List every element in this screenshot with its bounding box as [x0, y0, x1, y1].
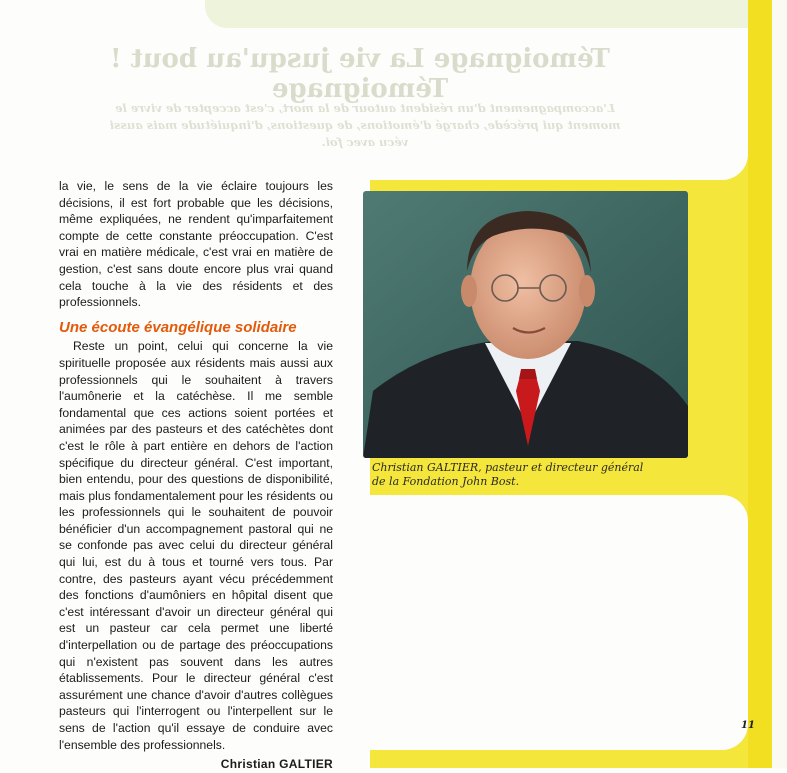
show-through-intro: L'accompagnement d'un résident autour de la mort, c'est accepter de vivre le moment qui précède, chargé d'émotions, de questions, d'inquiétude mais aussi vécu avec foi. [109, 101, 621, 149]
caption-line-1: Christian GALTIER, pasteur et directeur général [372, 461, 644, 474]
article-column [59, 178, 333, 773]
page-number: 11 [741, 720, 755, 731]
section-heading: Une écoute évangélique solidaire [59, 318, 297, 336]
article-paragraph-2: Reste un point, celui qui concerne la vie spirituelle proposée aux résidents mais aussi aux professionnels qui le souhaitent à travers l'aumônerie et la catéchèse. Il me semble fondamental que ces actions soient portées et animées par des pasteurs et des catéchètes dont c'est le rôle à part entière en dehors de l'action spécifique du directeur général. C'est important, bien entendu, pour des questions de disponibilité, mais plus fondamentalement pour les résidents ou les professionnels qui le souhaitent de pouvoir bénéficier d'un accompagnement pastoral qui ne se confonde pas avec celui du directeur général qui lui, est du à tous et tourné vers tous. Par contre, des pasteurs ayant vécu précédemment des fonctions d'aumôniers en hôpital disent que c'est intéressant d'avoir un directeur général qui est un pasteur car cela permet une liberté d'interpellation ou de partage des préoccupations qui n'existent pas souvent dans les autres établissements. Pour le directeur général c'est assurément une chance d'avoir d'autres collègues pasteurs qui l'interrogent ou l'interpellent sur le sens de l'action qu'il essaye de conduire avec l'ensemble des professionnels. [59, 339, 333, 752]
page-number-marker [757, 720, 763, 732]
page-edge [772, 0, 787, 768]
pale-top-banner [205, 0, 748, 28]
show-through-title: Témoignage La vie jusqu'au bout ! Témoignage [110, 44, 610, 104]
portrait-photo [363, 191, 688, 458]
author-signature: Christian GALTIER [220, 757, 333, 772]
photo-caption [372, 461, 672, 489]
show-through-panel [370, 495, 748, 750]
article-paragraph-1: la vie, le sens de la vie éclaire toujours les décisions, il est fort probable que les décisions, même expliquées, ne rendent qu'imparfaitement compte de cette constante préoccupation. C'est vrai en matière médicale, c'est vrai en matière de gestion, c'est sans doute encore plus vrai quand cela touche à la vie des résidents et des professionnels. [59, 179, 333, 310]
yellow-edge-stripe [748, 0, 772, 768]
caption-line-2: de la Fondation John Bost. [372, 475, 520, 488]
